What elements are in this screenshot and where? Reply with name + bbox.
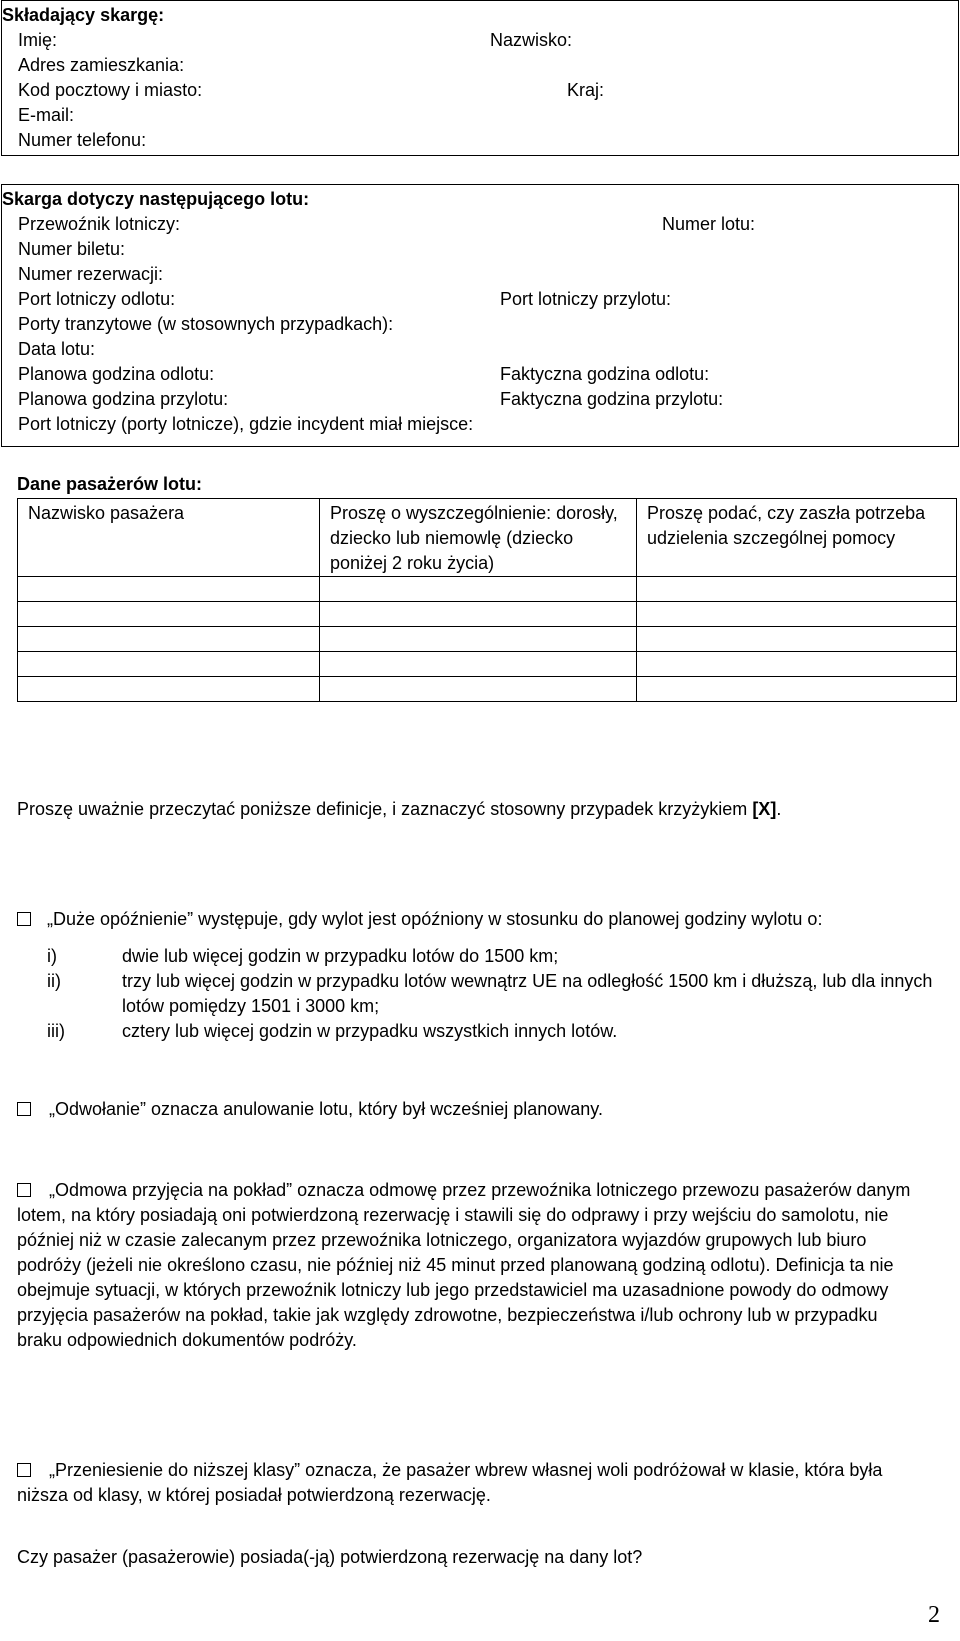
delay-term: „Duże opóźnienie”: [47, 909, 194, 929]
table-cell[interactable]: [637, 677, 957, 702]
planned-departure-label: Planowa godzina odlotu:: [18, 364, 215, 384]
cancellation-checkbox[interactable]: [17, 1102, 31, 1116]
table-cell[interactable]: [18, 602, 320, 627]
flight-title-row: [2, 187, 942, 212]
header-special-assistance: Proszę podać, czy zaszła potrzeba udzielenia szczególnej pomocy: [637, 499, 957, 577]
passengers-title: Dane pasażerów lotu:: [17, 474, 203, 494]
item-number: iii): [47, 1021, 65, 1041]
table-cell[interactable]: [18, 627, 320, 652]
transit-ports-label: Porty tranzytowe (w stosownych przypadkach):: [18, 314, 394, 334]
table-cell[interactable]: [320, 577, 637, 602]
carrier-row: [18, 212, 942, 237]
table-cell[interactable]: [320, 627, 637, 652]
instructions-dot: .: [776, 799, 782, 819]
confirmed-booking-question: Czy pasażer (pasażerowie) posiada(-ją) potwierdzoną rezerwację na dany lot?: [17, 1547, 643, 1567]
cancellation-text: oznacza anulowanie lotu, który był wcześniej planowany.: [146, 1099, 603, 1119]
address-row: [18, 53, 942, 78]
flight-date-label: Data lotu:: [18, 339, 96, 359]
denied-boarding-checkbox[interactable]: [17, 1183, 31, 1197]
email-row: [18, 103, 942, 128]
instructions: [17, 797, 937, 822]
last-name-label: Nazwisko:: [490, 30, 573, 50]
phone-row: [18, 128, 942, 153]
header-passenger-type: Proszę o wyszczególnienie: dorosły, dziecko lub niemowlę (dziecko poniżej 2 roku życia): [320, 499, 637, 577]
carrier-label: Przewoźnik lotniczy:: [18, 214, 181, 234]
definition-downgrade: [17, 1458, 917, 1508]
table-cell[interactable]: [18, 677, 320, 702]
table-cell[interactable]: [18, 652, 320, 677]
incident-row: [18, 412, 942, 437]
complainant-title: Składający skargę:: [2, 5, 165, 25]
downgrade-text: oznacza, że pasażer wbrew własnej woli podróżował w klasie, która była niższa od klasy, w której posiadał potwierdzoną rezerwację.: [17, 1460, 883, 1505]
denied-boarding-text: oznacza odmowę przez przewoźnika lotniczego przewozu pasażerów danym lotem, na który posiadają oni potwierdzoną rezerwację i stawili się do odprawy i przy wejściu do samolotu, nie później niż w czasie zalecanym przez przewoźnika lotniczego, organizatora wyjazdów grupowych lub biuro podróży (jeżeli nie określono czasu, nie później niż 45 minut przed planowaną godziną odlotu). Definicja ta nie obejmuje sytuacji, w których przewoźnik lotniczy lub jego przedstawiciel ma uzasadnione powody do odmowy przyjęcia pasażerów na pokład, takie jak względy zdrowotne, bezpieczeństwa i/lub ochrony lub w przypadku braku odpowiednich dokumentów podróży.: [17, 1180, 911, 1350]
denied-boarding-term: „Odmowa przyjęcia na pokład”: [49, 1180, 293, 1200]
country-label: Kraj:: [567, 80, 605, 100]
table-cell[interactable]: [320, 677, 637, 702]
item-number: ii): [47, 971, 61, 991]
flight-section: [1, 184, 959, 447]
table-row: [18, 677, 957, 702]
table-row: [18, 652, 957, 677]
instructions-text: Proszę uważnie przeczytać poniższe definicje, i zaznaczyć stosowny przypadek krzyżykiem: [17, 799, 748, 819]
table-cell[interactable]: [320, 602, 637, 627]
list-item: [17, 969, 937, 1019]
delay-checkbox[interactable]: [17, 912, 31, 926]
email-label: E-mail:: [18, 105, 75, 125]
table-cell[interactable]: [18, 577, 320, 602]
table-header-row: [18, 499, 957, 577]
flight-number-label: Numer lotu:: [662, 214, 756, 234]
arrival-airport-label: Port lotniczy przylotu:: [500, 289, 672, 309]
delay-text: występuje, gdy wylot jest opóźniony w stosunku do planowej godziny wylotu o:: [193, 909, 823, 929]
actual-arrival-label: Faktyczna godzina przylotu:: [500, 389, 724, 409]
phone-label: Numer telefonu:: [18, 130, 147, 150]
list-item: [17, 1019, 937, 1044]
page-number: 2: [928, 1602, 940, 1628]
cancellation-term: „Odwołanie”: [49, 1099, 147, 1119]
table-row: [18, 627, 957, 652]
complainant-section: [1, 0, 959, 156]
table-cell[interactable]: [637, 627, 957, 652]
table-cell[interactable]: [637, 577, 957, 602]
postcode-row: [18, 78, 942, 103]
actual-departure-label: Faktyczna godzina odlotu:: [500, 364, 710, 384]
list-item: [17, 944, 937, 969]
date-row: [18, 337, 942, 362]
ticket-row: [18, 237, 942, 262]
item-text: trzy lub więcej godzin w przypadku lotów wewnątrz UE na odległość 1500 km i dłuższą, lub dla innych lotów pomiędzy 1501 i 3000 km;: [122, 971, 933, 1016]
definition-delay: [17, 907, 937, 1044]
definition-denied-boarding: [17, 1178, 917, 1353]
item-text: cztery lub więcej godzin w przypadku wszystkich innych lotów.: [122, 1021, 618, 1041]
first-name-label: Imię:: [18, 30, 58, 50]
departure-time-row: [18, 362, 942, 387]
table-row: [18, 577, 957, 602]
postcode-city-label: Kod pocztowy i miasto:: [18, 80, 203, 100]
complainant-title-row: [2, 3, 942, 28]
table-cell[interactable]: [320, 652, 637, 677]
item-text: dwie lub więcej godzin w przypadku lotów do 1500 km;: [122, 946, 559, 966]
downgrade-term: „Przeniesienie do niższej klasy”: [49, 1460, 301, 1480]
instructions-mark: [X]: [752, 799, 777, 819]
booking-number-label: Numer rezerwacji:: [18, 264, 164, 284]
item-number: i): [47, 946, 57, 966]
table-cell[interactable]: [637, 652, 957, 677]
booking-row: [18, 262, 942, 287]
table-cell[interactable]: [637, 602, 957, 627]
departure-airport-label: Port lotniczy odlotu:: [18, 289, 176, 309]
planned-arrival-label: Planowa godzina przylotu:: [18, 389, 229, 409]
downgrade-checkbox[interactable]: [17, 1463, 31, 1477]
passengers-table: [17, 498, 957, 702]
flight-title: Skarga dotyczy następującego lotu:: [2, 189, 310, 209]
airports-row: [18, 287, 942, 312]
transit-row: [18, 312, 942, 337]
ticket-number-label: Numer biletu:: [18, 239, 126, 259]
header-passenger-name: Nazwisko pasażera: [18, 499, 320, 577]
table-row: [18, 602, 957, 627]
incident-airport-label: Port lotniczy (porty lotnicze), gdzie incydent miał miejsce:: [18, 414, 474, 434]
address-label: Adres zamieszkania:: [18, 55, 185, 75]
definition-cancellation: [17, 1097, 937, 1122]
arrival-time-row: [18, 387, 942, 412]
name-row: [18, 28, 942, 53]
